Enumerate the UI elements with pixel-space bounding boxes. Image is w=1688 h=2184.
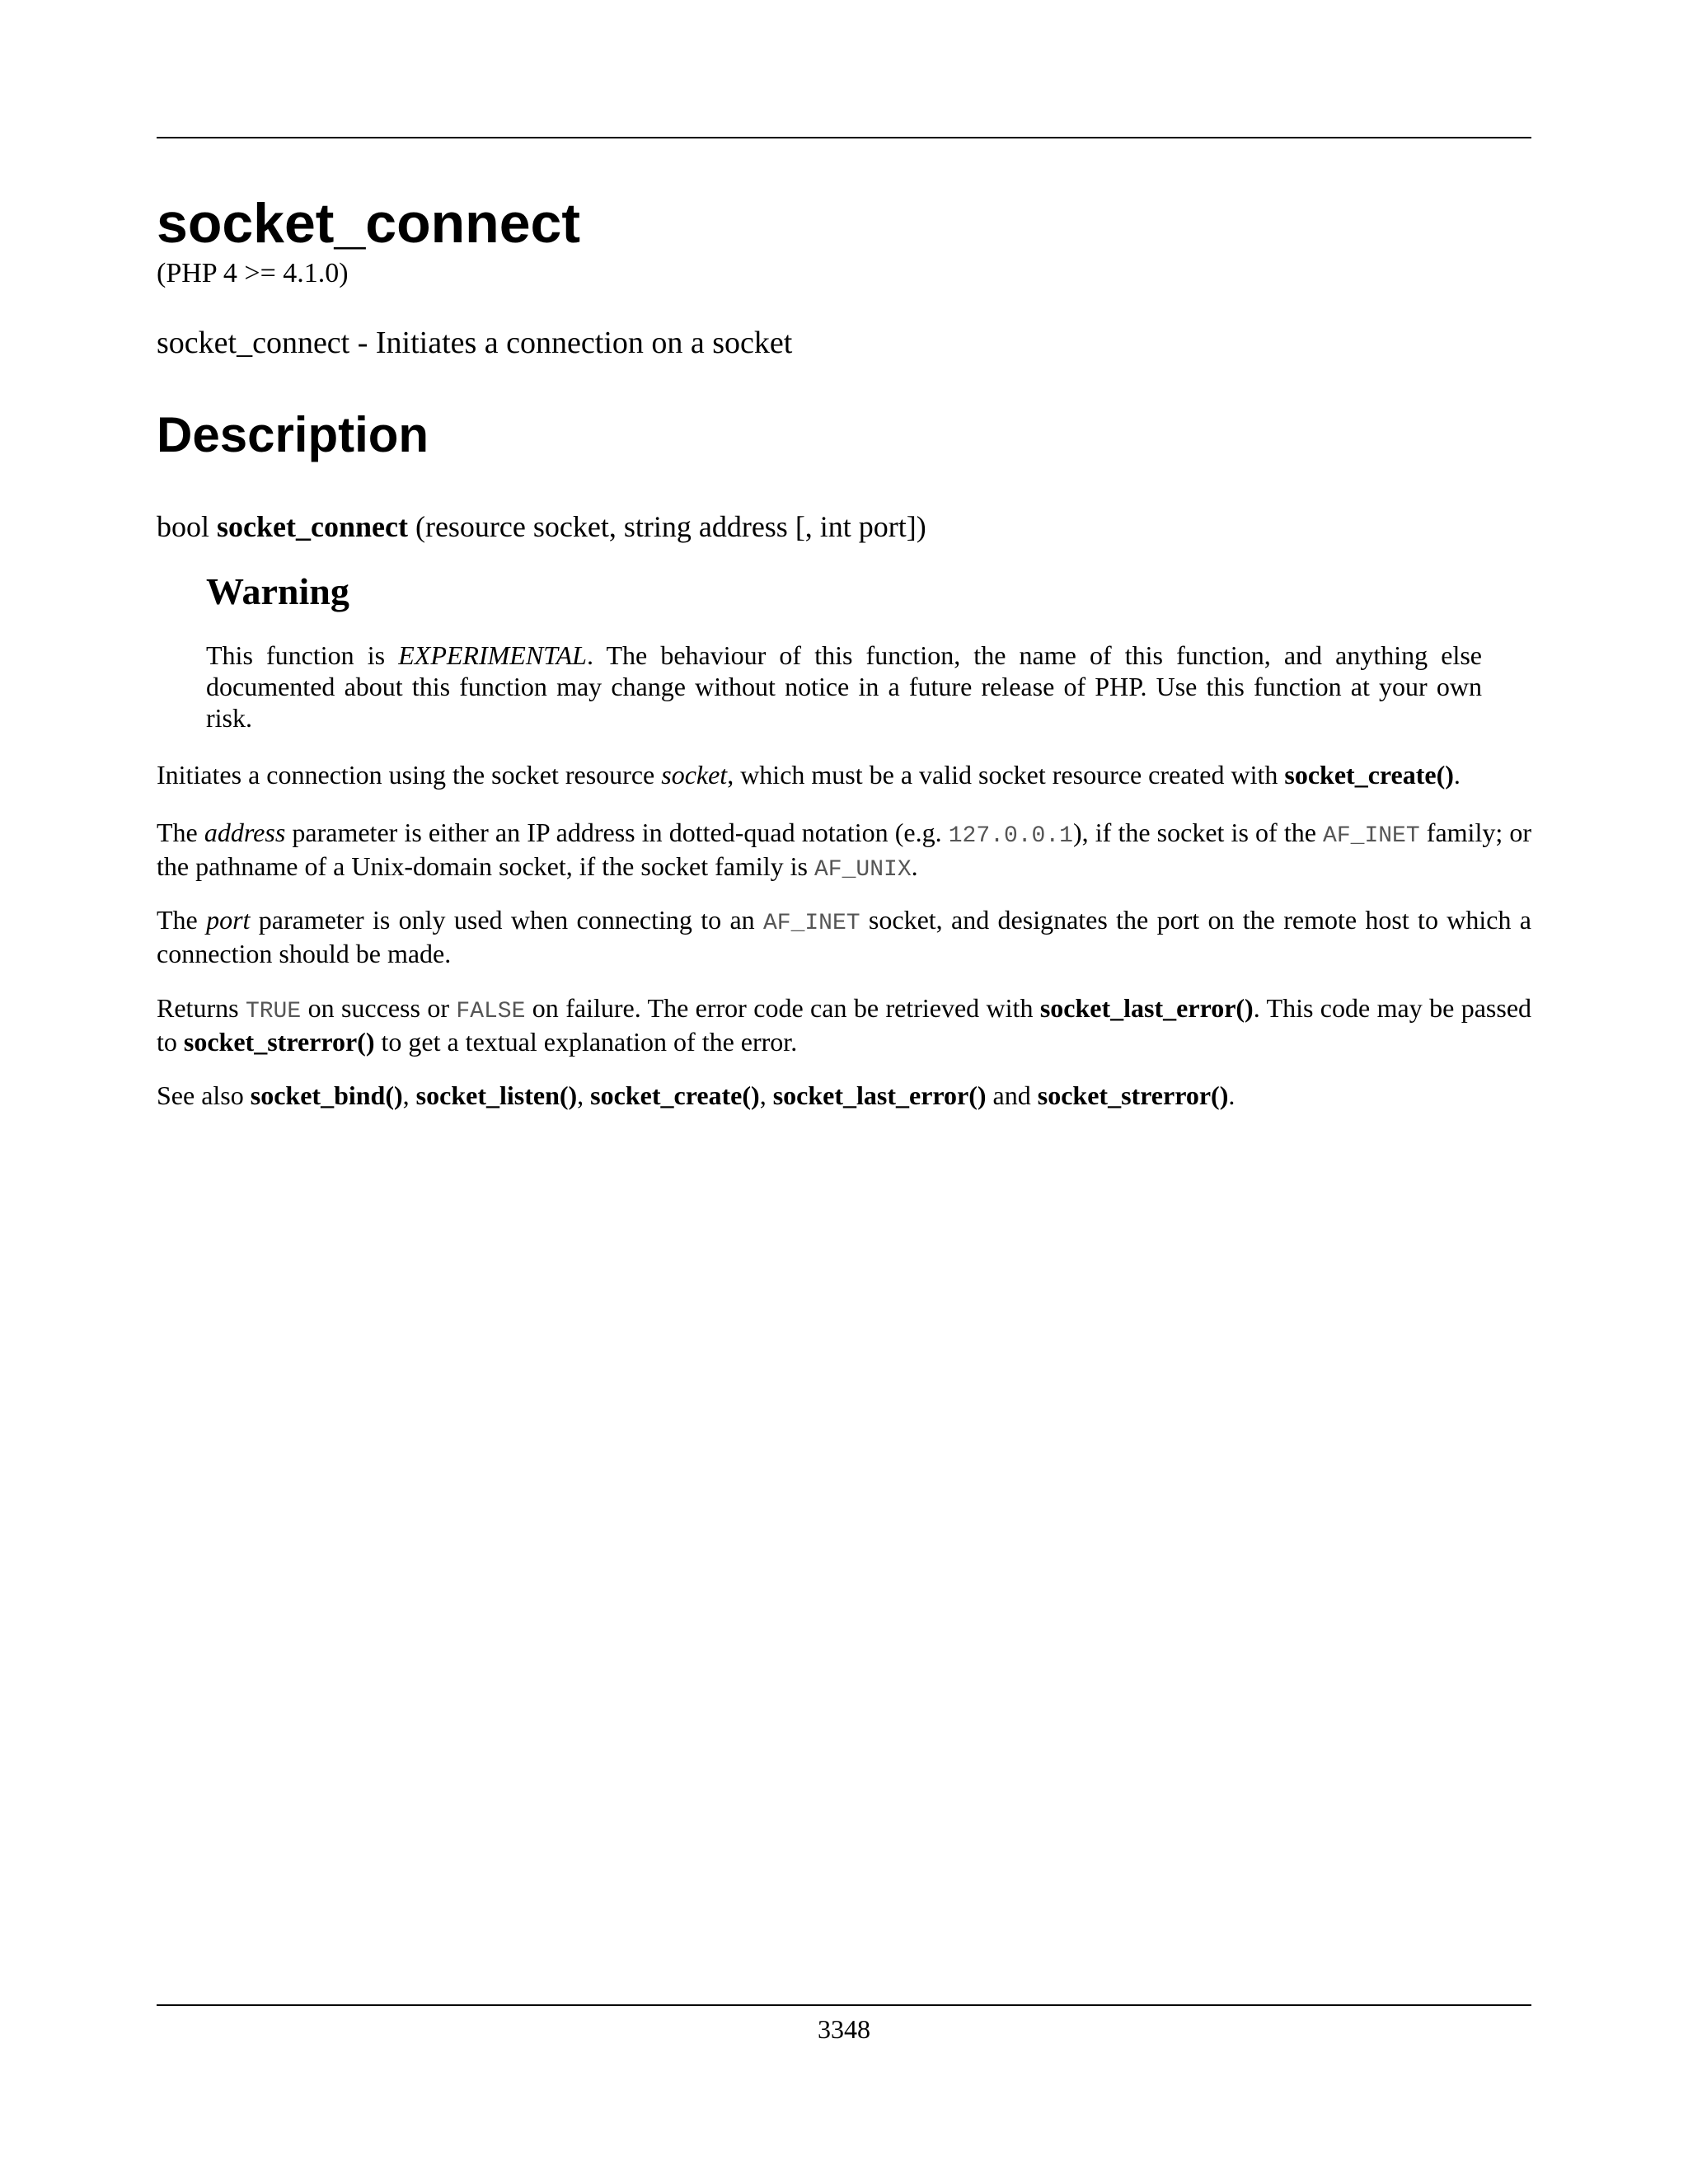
code-literal: 127.0.0.1 xyxy=(948,823,1073,849)
function-link[interactable]: socket_last_error() xyxy=(1039,993,1254,1023)
warning-title: Warning xyxy=(206,570,349,612)
parameter-name: socket xyxy=(661,760,728,790)
separator: , xyxy=(759,1080,773,1110)
text-run: Returns xyxy=(157,993,246,1023)
text-run: . xyxy=(911,851,918,881)
separator: , xyxy=(577,1080,591,1110)
code-literal: FALSE xyxy=(456,999,526,1024)
code-literal: AF_UNIX xyxy=(814,857,912,883)
function-link[interactable]: socket_create() xyxy=(590,1080,760,1110)
function-link[interactable]: socket_last_error() xyxy=(772,1080,987,1110)
text-run: See also xyxy=(157,1080,251,1110)
text-run: on failure. The error code can be retrieved with xyxy=(525,993,1040,1023)
text-run: . xyxy=(1453,760,1461,790)
code-literal: AF_INET xyxy=(1323,823,1420,849)
text-run: The xyxy=(157,905,207,935)
synopsis-params: (resource socket, string address [, int port]) xyxy=(415,510,926,543)
paragraph-port xyxy=(157,905,1531,969)
separator: and xyxy=(986,1080,1038,1110)
description-heading: Description xyxy=(157,407,429,462)
function-link[interactable]: socket_listen() xyxy=(415,1080,578,1110)
parameter-name: address xyxy=(204,818,286,847)
text-run: The xyxy=(157,818,204,847)
page-title: socket_connect xyxy=(157,192,580,255)
warning-text-part: . The behaviour of this function, the name of this function, and anything else documented about this function may change without notice in a future release of PHP. Use this function at your own risk. xyxy=(206,640,1483,733)
text-run: ), if the socket is of the xyxy=(1072,818,1324,847)
function-link[interactable]: socket_strerror() xyxy=(183,1027,375,1057)
text-run: , which must be a valid socket resource created with xyxy=(727,760,1285,790)
text-run: parameter is only used when connecting to an xyxy=(250,905,763,935)
paragraph-returns xyxy=(157,993,1531,1057)
document-page xyxy=(157,0,1531,2184)
text-run: Initiates a connection using the socket resource xyxy=(157,760,662,790)
warning-text xyxy=(206,640,1482,733)
function-link[interactable]: socket_strerror() xyxy=(1037,1080,1229,1110)
text-run: on success or xyxy=(301,993,457,1023)
footer-rule xyxy=(157,2004,1531,2006)
paragraph-see-also xyxy=(157,1080,1531,1111)
function-link[interactable]: socket_bind() xyxy=(250,1080,403,1110)
separator: . xyxy=(1228,1080,1236,1110)
warning-text-part: This function is xyxy=(206,640,399,670)
paragraph-address xyxy=(157,818,1531,885)
version-info: (PHP 4 >= 4.1.0) xyxy=(157,258,349,288)
function-synopsis xyxy=(157,506,926,547)
function-link[interactable]: socket_create() xyxy=(1284,760,1454,790)
page-number: 3348 xyxy=(818,2014,870,2044)
separator: , xyxy=(402,1080,416,1110)
text-run: to get a textual explanation of the error. xyxy=(374,1027,798,1057)
header-rule xyxy=(157,137,1531,138)
code-literal: AF_INET xyxy=(762,911,860,936)
text-run: family; or the pathname of a Unix-domain socket, if the socket family is xyxy=(157,818,1532,881)
text-run: . This code may be passed to xyxy=(157,993,1532,1057)
function-summary: socket_connect - Initiates a connection on a socket xyxy=(157,326,793,360)
parameter-name: port xyxy=(206,905,251,935)
text-run: parameter is either an IP address in dotted-quad notation (e.g. xyxy=(285,818,949,847)
text-run: socket, and designates the port on the remote host to which a connection should be made. xyxy=(157,905,1531,968)
code-literal: TRUE xyxy=(245,999,302,1024)
synopsis-return-type: bool xyxy=(157,510,210,543)
synopsis-function-name: socket_connect xyxy=(217,510,408,543)
warning-emphasis: EXPERIMENTAL xyxy=(398,640,587,670)
paragraph-initiates xyxy=(157,760,1531,790)
